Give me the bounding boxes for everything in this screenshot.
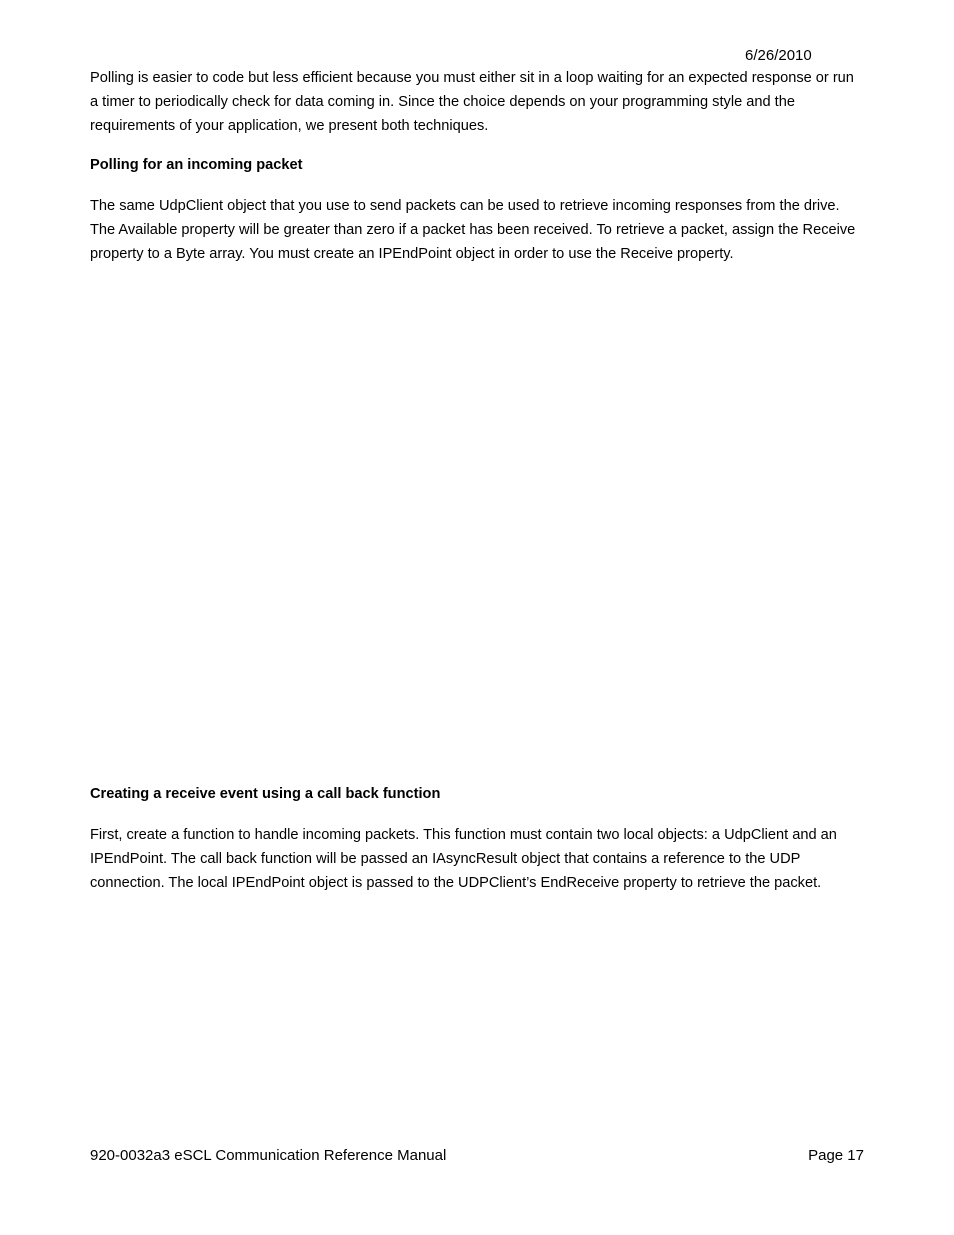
intro-paragraph: Polling is easier to code but less efficient because you must either sit in a loop waiting for an expected response or run a timer to periodically check for data coming in. Since the choice depends on your programming style and the requirements of your application, we present both techniques. bbox=[90, 70, 854, 134]
section-heading-polling: Polling for an incoming packet bbox=[90, 157, 303, 173]
footer-document-title: 920-0032a3 eSCL Communication Reference Manual bbox=[90, 1147, 447, 1164]
section-paragraph-polling: The same UdpClient object that you use to send packets can be used to retrieve incoming responses from the drive. The Available property will be greater than zero if a packet has been received. To retrieve a packet, assign the Receive property to a Byte array. You must create an IPEndPoint object in order to use the Receive property. bbox=[90, 198, 856, 262]
footer-page-number: Page 17 bbox=[808, 1147, 864, 1164]
header-date: 6/26/2010 bbox=[745, 47, 812, 64]
section-paragraph-callback: First, create a function to handle incoming packets. This function must contain two local objects: a UdpClient and an IPEndPoint. The call back function will be passed an IAsyncResult object that contains a reference to the UDP connection. The local IPEndPoint object is passed to the UDPClient’s EndReceive property to retrieve the packet. bbox=[90, 827, 837, 891]
section-heading-callback: Creating a receive event using a call back function bbox=[90, 786, 441, 802]
